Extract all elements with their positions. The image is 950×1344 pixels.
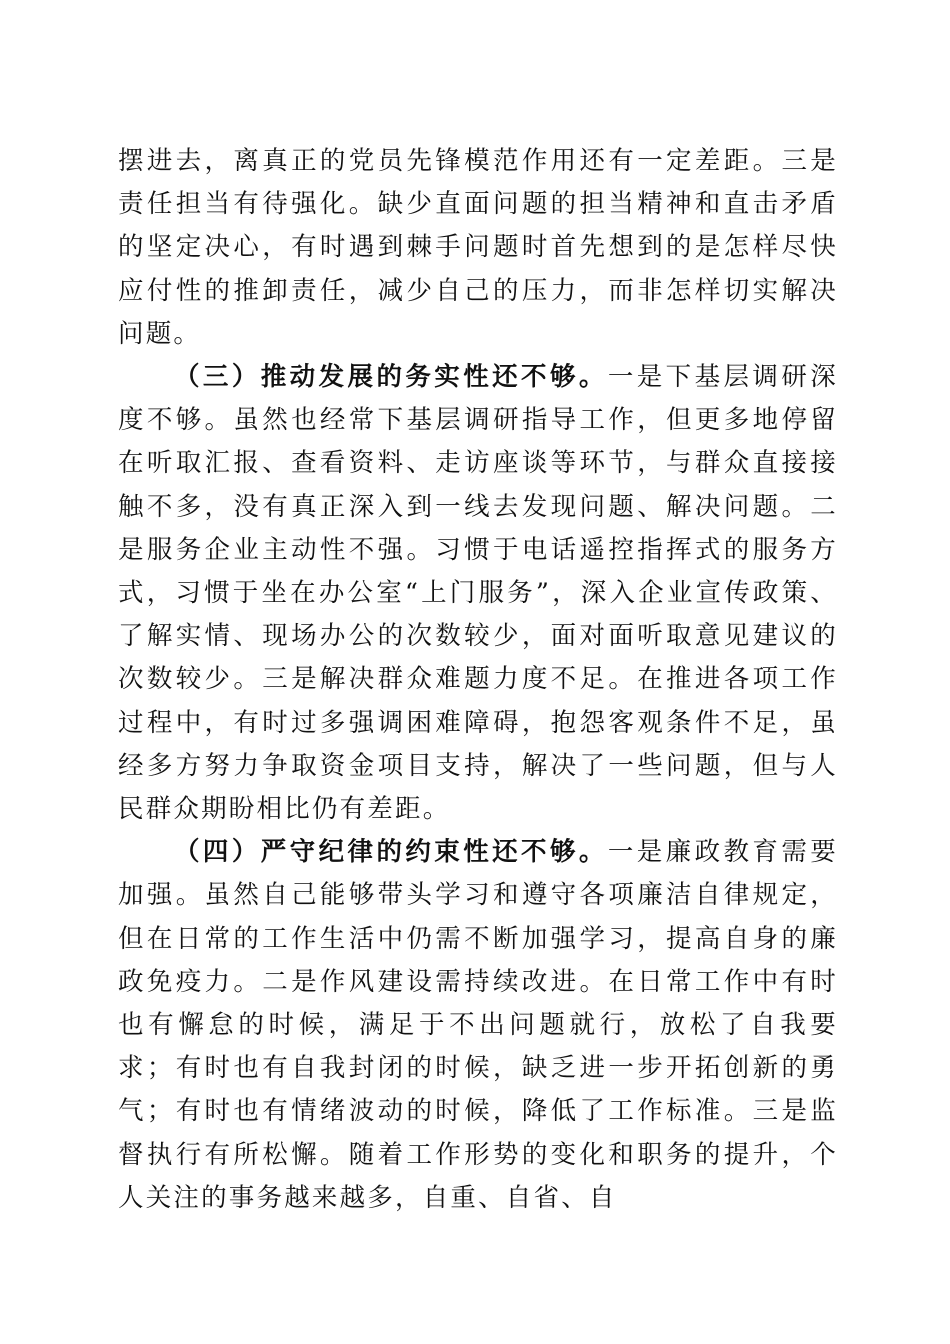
section-heading: （三）推动发展的务实性还不够。 — [174, 362, 608, 393]
document-body — [118, 140, 838, 1220]
paragraph-text: 摆进去，离真正的党员先锋模范作用还有一定差距。三是责任担当有待强化。缺少直面问题的担当精神和直击矛盾的坚定决心，有时遇到棘手问题时首先想到的是怎样尽快应付性的推卸责任，减少自己的压力，而非怎样切实解决问题。 — [118, 146, 838, 349]
paragraph-text: 一是下基层调研深度不够。虽然也经常下基层调研指导工作，但更多地停留在听取汇报、查看资料、走访座谈等环节，与群众直接接触不多，没有真正深入到一线去发现问题、解决问题。二是服务企业主动性不强。习惯于电话遥控指挥式的服务方式，习惯于坐在办公室“上门服务”，深入企业宣传政策、了解实情、现场办公的次数较少，面对面听取意见建议的次数较少。三是解决群众难题力度不足。在推进各项工作过程中，有时过多强调困难障碍，抱怨客观条件不足，虽经多方努力争取资金项目支持，解决了一些问题，但与人民群众期盼相比仍有差距。 — [118, 362, 838, 825]
paragraph-text: 一是廉政教育需要加强。虽然自己能够带头学习和遵守各项廉洁自律规定，但在日常的工作生活中仍需不断加强学习，提高自身的廉政免疫力。二是作风建设需持续改进。在日常工作中有时也有懈怠的时候，满足于不出问题就行，放松了自我要求；有时也有自我封闭的时候，缺乏进一步开拓创新的勇气；有时也有情绪波动的时候，降低了工作标准。三是监督执行有所松懈。随着工作形势的变化和职务的提升，个人关注的事务越来越多，自重、自省、自 — [118, 837, 838, 1213]
paragraph-section-4 — [118, 831, 838, 1220]
paragraph-continuation — [118, 140, 838, 356]
paragraph-section-3 — [118, 356, 838, 831]
section-heading: （四）严守纪律的约束性还不够。 — [174, 837, 608, 868]
